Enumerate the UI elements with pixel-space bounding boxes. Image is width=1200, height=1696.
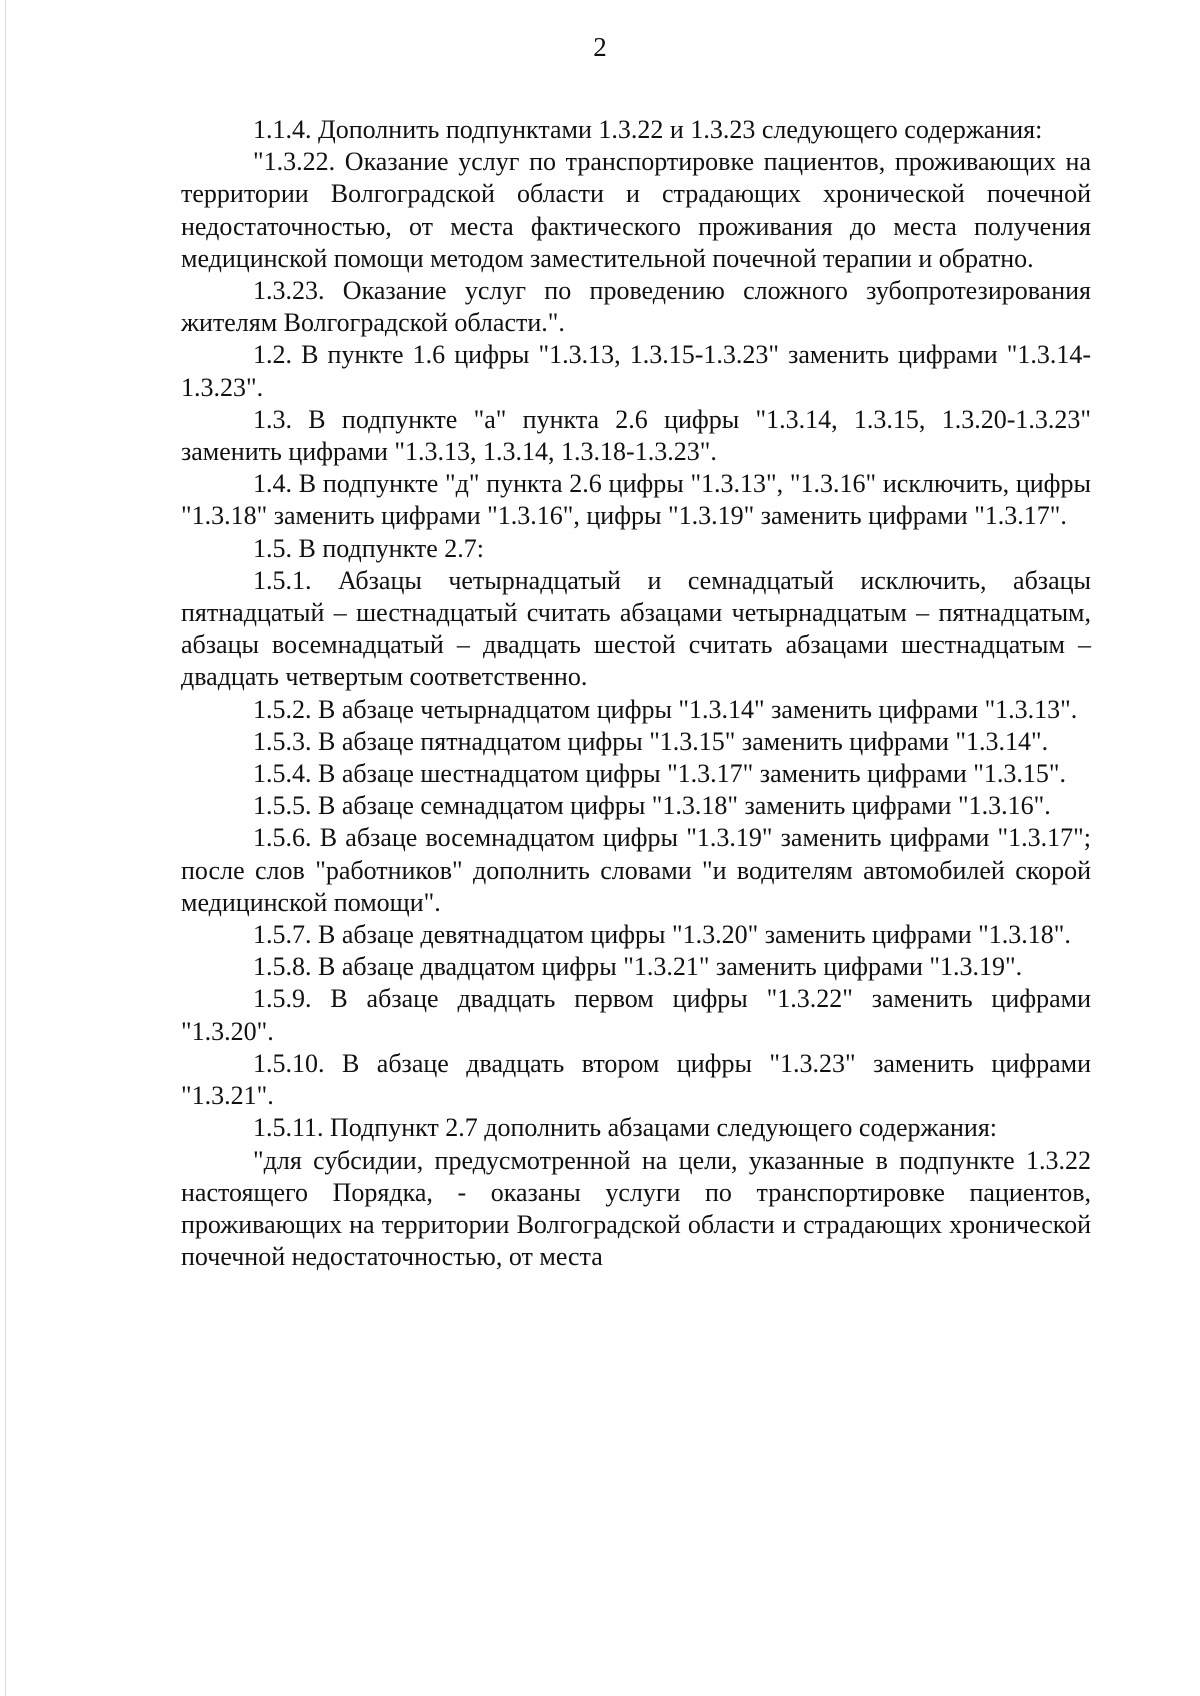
paragraph-1-1-4: 1.1.4. Дополнить подпунктами 1.3.22 и 1.3.23 следующего содержания:	[253, 115, 1043, 144]
paragraph-1-4: 1.4. В подпункте "д" пункта 2.6 цифры "1.3.13", "1.3.16" исключить, цифры "1.3.18" заменить цифрами "1.3.16", цифры "1.3.19" заменить цифрами "1.3.17".	[181, 469, 1091, 531]
paragraph-1-3-22: "1.3.22. Оказание услуг по транспортировке пациентов, проживающих на территории Волгоградской области и страдающих хронической почечной недостаточностью, от места фактического проживания до места получения медицинской помощи методом заместительной почечной терапии и обратно.	[181, 147, 1091, 273]
paragraph-1-5-5: 1.5.5. В абзаце семнадцатом цифры "1.3.18" заменить цифрами "1.3.16".	[253, 791, 1051, 821]
paragraph-1-5-9: 1.5.9. В абзаце двадцать первом цифры "1.3.22" заменить цифрами "1.3.20".	[181, 984, 1091, 1046]
paragraph-1-3-23: 1.3.23. Оказание услуг по проведению сложного зубопротезирования жителям Волгоградской области.".	[181, 276, 1091, 338]
paragraph-1-5-4: 1.5.4. В абзаце шестнадцатом цифры "1.3.17" заменить цифрами "1.3.15".	[253, 759, 1066, 789]
paragraph-1-5-1: 1.5.1. Абзацы четырнадцатый и семнадцатый исключить, абзацы пятнадцатый – шестнадцатый считать абзацами четырнадцатым – пятнадцатым, абзацы восемнадцатый – двадцать шестой считать абзацами шестнадцатым – двадцать четвертым соответственно.	[181, 565, 1091, 692]
paragraph-1-5-6: 1.5.6. В абзаце восемнадцатом цифры "1.3.19" заменить цифрами "1.3.17"; после слов "работников" дополнить словами "и водителям автомобилей скорой медицинской помощи".	[181, 823, 1091, 917]
document-body	[181, 114, 1091, 1273]
paragraph-1-3: 1.3. В подпункте "а" пункта 2.6 цифры "1.3.14, 1.3.15, 1.3.20-1.3.23" заменить цифрами "1.3.13, 1.3.14, 1.3.18-1.3.23".	[181, 404, 1091, 467]
paragraph-1-2: 1.2. В пункте 1.6 цифры "1.3.13, 1.3.15-1.3.23" заменить цифрами "1.3.14-1.3.23".	[181, 340, 1091, 402]
paragraph-1-5-7: 1.5.7. В абзаце девятнадцатом цифры "1.3.20" заменить цифрами "1.3.18".	[253, 920, 1071, 950]
paragraph-1-5-10: 1.5.10. В абзаце двадцать втором цифры "1.3.23" заменить цифрами "1.3.21".	[181, 1048, 1091, 1111]
paragraph-1-5-8: 1.5.8. В абзаце двадцатом цифры "1.3.21" заменить цифрами "1.3.19".	[253, 952, 1023, 982]
paragraph-1-5-3: 1.5.3. В абзаце пятнадцатом цифры "1.3.15" заменить цифрами "1.3.14".	[253, 726, 1049, 756]
paragraph-1-5: 1.5. В подпункте 2.7:	[253, 533, 484, 563]
paragraph-1-5-2: 1.5.2. В абзаце четырнадцатом цифры "1.3.14" заменить цифрами "1.3.13".	[253, 694, 1078, 724]
paragraph-1-5-11: 1.5.11. Подпункт 2.7 дополнить абзацами следующего содержания:	[253, 1113, 998, 1143]
page-number: 2	[593, 32, 607, 62]
paragraph-subsidy-condition: "для субсидии, предусмотренной на цели, указанные в подпункте 1.3.22 настоящего Порядка, - оказаны услуги по транспортировке пациентов, проживающих на территории Волгоградской области и страдающих хронической почечной недостаточностью, от места	[181, 1145, 1091, 1272]
scan-edge-line	[5, 0, 6, 1696]
